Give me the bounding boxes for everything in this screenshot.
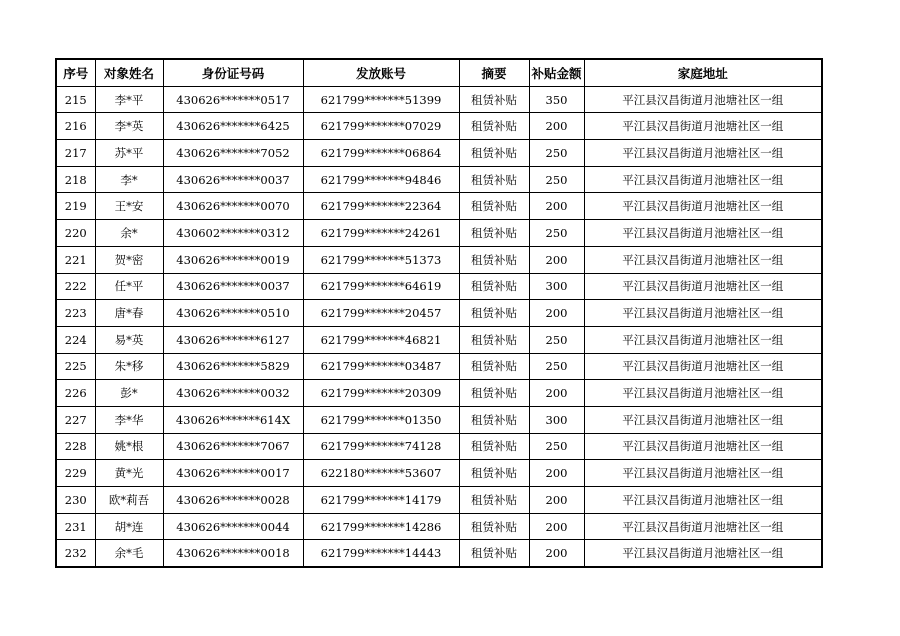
cell-id-number: 430626*******0037 [163,273,303,300]
header-name: 对象姓名 [95,59,163,86]
cell-address: 平江县汉昌街道月池塘社区一组 [584,460,822,487]
cell-account: 622180*******53607 [303,460,459,487]
cell-index: 219 [56,193,95,220]
header-id-number: 身份证号码 [163,59,303,86]
cell-address: 平江县汉昌街道月池塘社区一组 [584,353,822,380]
cell-index: 224 [56,326,95,353]
cell-summary: 租赁补贴 [459,166,529,193]
table-row [56,273,822,300]
cell-index: 232 [56,540,95,567]
cell-summary: 租赁补贴 [459,540,529,567]
cell-account: 621799*******07029 [303,113,459,140]
cell-id-number: 430626*******0028 [163,487,303,514]
cell-amount: 200 [529,487,584,514]
cell-amount: 300 [529,273,584,300]
cell-amount: 350 [529,86,584,113]
cell-summary: 租赁补贴 [459,246,529,273]
cell-account: 621799*******51373 [303,246,459,273]
cell-name: 胡*连 [95,513,163,540]
cell-address: 平江县汉昌街道月池塘社区一组 [584,193,822,220]
table-row [56,166,822,193]
table-row [56,140,822,167]
table-body [56,86,822,567]
cell-id-number: 430626*******0070 [163,193,303,220]
table-row [56,487,822,514]
cell-summary: 租赁补贴 [459,140,529,167]
cell-address: 平江县汉昌街道月池塘社区一组 [584,140,822,167]
cell-account: 621799*******64619 [303,273,459,300]
cell-address: 平江县汉昌街道月池塘社区一组 [584,246,822,273]
cell-summary: 租赁补贴 [459,406,529,433]
cell-summary: 租赁补贴 [459,193,529,220]
cell-id-number: 430626*******0517 [163,86,303,113]
header-account: 发放账号 [303,59,459,86]
cell-name: 李*平 [95,86,163,113]
cell-name: 余*毛 [95,540,163,567]
cell-name: 苏*平 [95,140,163,167]
cell-id-number: 430626*******0032 [163,380,303,407]
table-row [56,433,822,460]
header-row [56,59,822,86]
cell-amount: 250 [529,166,584,193]
cell-amount: 300 [529,406,584,433]
cell-address: 平江县汉昌街道月池塘社区一组 [584,513,822,540]
table-row [56,406,822,433]
cell-address: 平江县汉昌街道月池塘社区一组 [584,487,822,514]
cell-summary: 租赁补贴 [459,460,529,487]
cell-account: 621799*******20309 [303,380,459,407]
header-summary: 摘要 [459,59,529,86]
cell-amount: 200 [529,113,584,140]
cell-name: 任*平 [95,273,163,300]
cell-id-number: 430626*******5829 [163,353,303,380]
cell-index: 225 [56,353,95,380]
table-row [56,326,822,353]
cell-amount: 200 [529,513,584,540]
cell-address: 平江县汉昌街道月池塘社区一组 [584,220,822,247]
cell-account: 621799*******74128 [303,433,459,460]
cell-index: 217 [56,140,95,167]
cell-address: 平江县汉昌街道月池塘社区一组 [584,113,822,140]
cell-summary: 租赁补贴 [459,353,529,380]
cell-address: 平江县汉昌街道月池塘社区一组 [584,326,822,353]
cell-id-number: 430602*******0312 [163,220,303,247]
cell-index: 229 [56,460,95,487]
cell-id-number: 430626*******0019 [163,246,303,273]
cell-summary: 租赁补贴 [459,300,529,327]
cell-index: 223 [56,300,95,327]
cell-index: 221 [56,246,95,273]
table-row [56,193,822,220]
cell-account: 621799*******03487 [303,353,459,380]
cell-name: 欧*莉吾 [95,487,163,514]
cell-index: 220 [56,220,95,247]
cell-address: 平江县汉昌街道月池塘社区一组 [584,406,822,433]
cell-account: 621799*******94846 [303,166,459,193]
cell-summary: 租赁补贴 [459,326,529,353]
cell-name: 彭* [95,380,163,407]
table-row [56,246,822,273]
cell-index: 227 [56,406,95,433]
cell-summary: 租赁补贴 [459,220,529,247]
cell-amount: 250 [529,433,584,460]
cell-summary: 租赁补贴 [459,113,529,140]
cell-index: 231 [56,513,95,540]
cell-id-number: 430626*******614X [163,406,303,433]
cell-id-number: 430626*******0037 [163,166,303,193]
cell-summary: 租赁补贴 [459,487,529,514]
cell-index: 222 [56,273,95,300]
cell-address: 平江县汉昌街道月池塘社区一组 [584,433,822,460]
cell-address: 平江县汉昌街道月池塘社区一组 [584,380,822,407]
cell-index: 230 [56,487,95,514]
cell-amount: 250 [529,140,584,167]
cell-name: 易*英 [95,326,163,353]
cell-address: 平江县汉昌街道月池塘社区一组 [584,86,822,113]
cell-id-number: 430626*******6425 [163,113,303,140]
cell-index: 215 [56,86,95,113]
cell-id-number: 430626*******0017 [163,460,303,487]
header-address: 家庭地址 [584,59,822,86]
cell-amount: 200 [529,193,584,220]
cell-amount: 200 [529,380,584,407]
cell-id-number: 430626*******0044 [163,513,303,540]
cell-summary: 租赁补贴 [459,86,529,113]
cell-amount: 250 [529,220,584,247]
cell-amount: 200 [529,246,584,273]
cell-account: 621799*******14179 [303,487,459,514]
cell-name: 黄*光 [95,460,163,487]
cell-account: 621799*******14286 [303,513,459,540]
cell-account: 621799*******01350 [303,406,459,433]
cell-id-number: 430626*******7067 [163,433,303,460]
subsidy-table [55,58,823,568]
cell-name: 李*华 [95,406,163,433]
cell-amount: 200 [529,300,584,327]
cell-name: 姚*根 [95,433,163,460]
cell-index: 228 [56,433,95,460]
table-row [56,460,822,487]
cell-id-number: 430626*******6127 [163,326,303,353]
cell-address: 平江县汉昌街道月池塘社区一组 [584,273,822,300]
cell-name: 李* [95,166,163,193]
cell-amount: 250 [529,326,584,353]
cell-name: 李*英 [95,113,163,140]
cell-account: 621799*******20457 [303,300,459,327]
cell-name: 贺*密 [95,246,163,273]
cell-index: 218 [56,166,95,193]
cell-amount: 250 [529,353,584,380]
cell-account: 621799*******24261 [303,220,459,247]
table-row [56,86,822,113]
cell-id-number: 430626*******7052 [163,140,303,167]
cell-address: 平江县汉昌街道月池塘社区一组 [584,166,822,193]
cell-account: 621799*******14443 [303,540,459,567]
cell-name: 唐*春 [95,300,163,327]
cell-address: 平江县汉昌街道月池塘社区一组 [584,300,822,327]
table-row [56,380,822,407]
cell-id-number: 430626*******0510 [163,300,303,327]
cell-account: 621799*******51399 [303,86,459,113]
table-row [56,220,822,247]
header-amount: 补贴金额 [529,59,584,86]
cell-id-number: 430626*******0018 [163,540,303,567]
table-row [56,113,822,140]
table-row [56,540,822,567]
cell-summary: 租赁补贴 [459,273,529,300]
table-row [56,353,822,380]
cell-amount: 200 [529,460,584,487]
cell-index: 226 [56,380,95,407]
cell-name: 朱*移 [95,353,163,380]
cell-summary: 租赁补贴 [459,513,529,540]
cell-name: 王*安 [95,193,163,220]
table-row [56,300,822,327]
table-row [56,513,822,540]
cell-name: 余* [95,220,163,247]
cell-account: 621799*******06864 [303,140,459,167]
cell-summary: 租赁补贴 [459,433,529,460]
header-index: 序号 [56,59,95,86]
cell-account: 621799*******22364 [303,193,459,220]
cell-address: 平江县汉昌街道月池塘社区一组 [584,540,822,567]
cell-account: 621799*******46821 [303,326,459,353]
cell-summary: 租赁补贴 [459,380,529,407]
cell-amount: 200 [529,540,584,567]
cell-index: 216 [56,113,95,140]
